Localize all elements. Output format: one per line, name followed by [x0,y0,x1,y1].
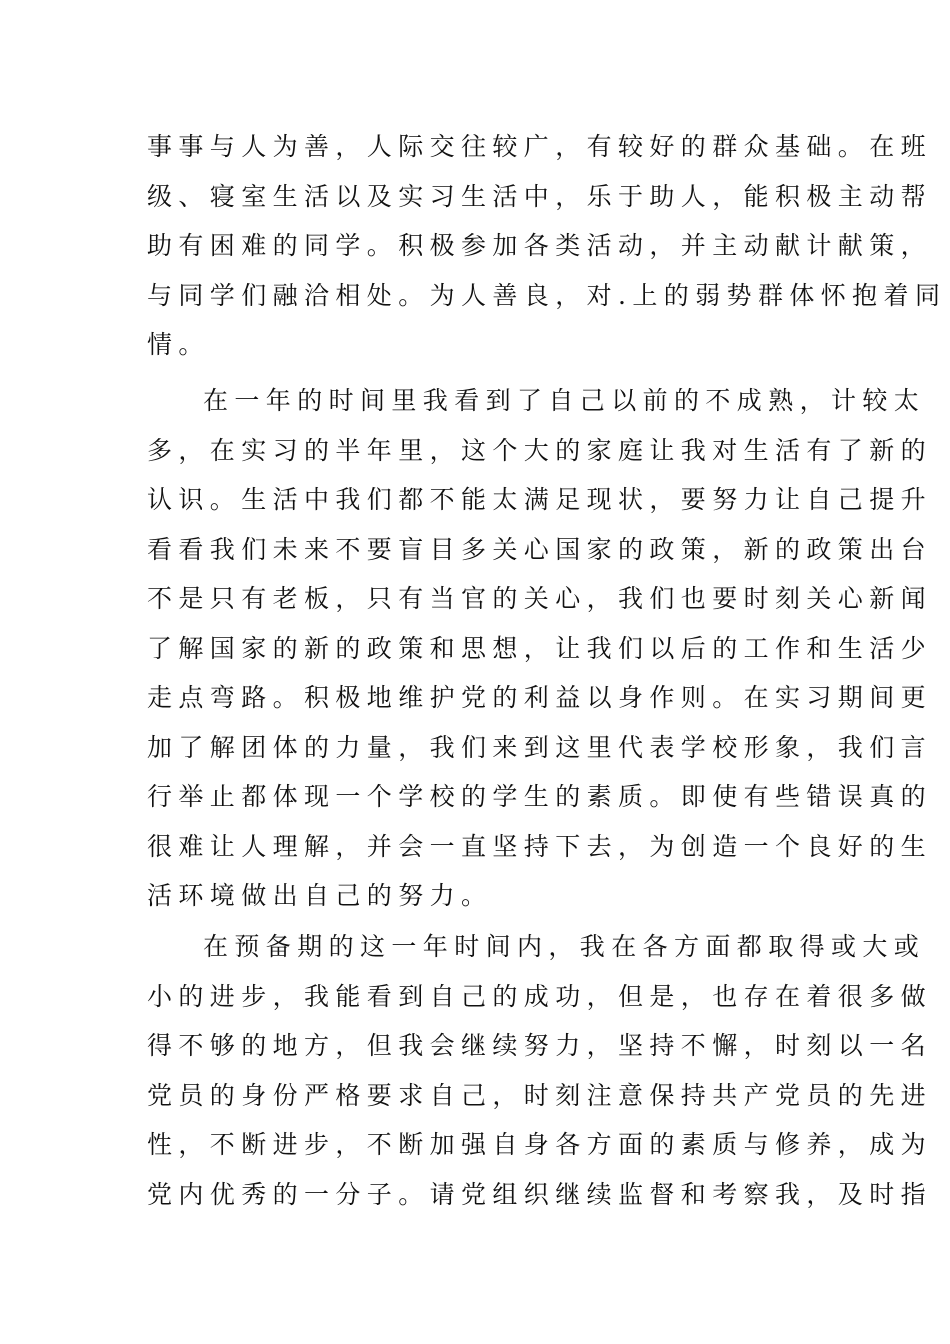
text-line: 在一年的时间里我看到了自己以前的不成熟，计较太 [203,386,926,415]
text-line: 走点弯路。积极地维护党的利益以身作则。在实习期间更 [147,683,933,712]
text-line: 与同学们融洽相处。为人善良，对.上的弱势群体怀抱着同 [147,280,947,310]
text-line: 认识。生活中我们都不能太满足现状，要努力让自己提升 [147,485,933,514]
text-line: 得不够的地方，但我会继续努力，坚持不懈，时刻以一名 [147,1031,933,1060]
text-line: 事事与人为善，人际交往较广，有较好的群众基础。在班 [147,132,933,161]
text-line: 党内优秀的一分子。请党组织继续监督和考察我，及时指 [147,1179,933,1209]
text-line: 党员的身份严格要求自己，时刻注意保持共产党员的先进 [147,1080,933,1110]
text-line: 助有困难的同学。积极参加各类活动，并主动献计献策， [147,231,933,260]
text-line: 了解国家的新的政策和思想，让我们以后的工作和生活少 [147,633,933,663]
text-line: 很难让人理解，并会一直坚持下去，为创造一个良好的生 [147,831,933,861]
text-line: 行举止都体现一个学校的学生的素质。即使有些错误真的 [147,782,933,811]
paragraph-1 [147,122,947,370]
text-line: 加了解团体的力量，我们来到这里代表学校形象，我们言 [147,732,933,762]
text-line: 活环境做出自己的努力。 [147,881,493,910]
text-line: 性，不断进步，不断加强自身各方面的素质与修养，成为 [147,1130,933,1159]
text-line: 多，在实习的半年里，这个大的家庭让我对生活有了新的 [147,435,933,465]
text-line: 级、寝室生活以及实习生活中，乐于助人，能积极主动帮 [147,181,933,211]
text-line: 看看我们未来不要盲目多关心国家的政策，新的政策出台 [147,534,933,564]
paragraph-3 [147,922,933,1219]
text-line: 情。 [147,330,210,359]
text-line: 在预备期的这一年时间内，我在各方面都取得或大或 [203,932,926,961]
paragraph-2 [147,376,933,921]
text-line: 不是只有老板，只有当官的关心，我们也要时刻关心新闻 [147,584,933,613]
text-line: 小的进步，我能看到自己的成功，但是，也存在着很多做 [147,981,933,1011]
